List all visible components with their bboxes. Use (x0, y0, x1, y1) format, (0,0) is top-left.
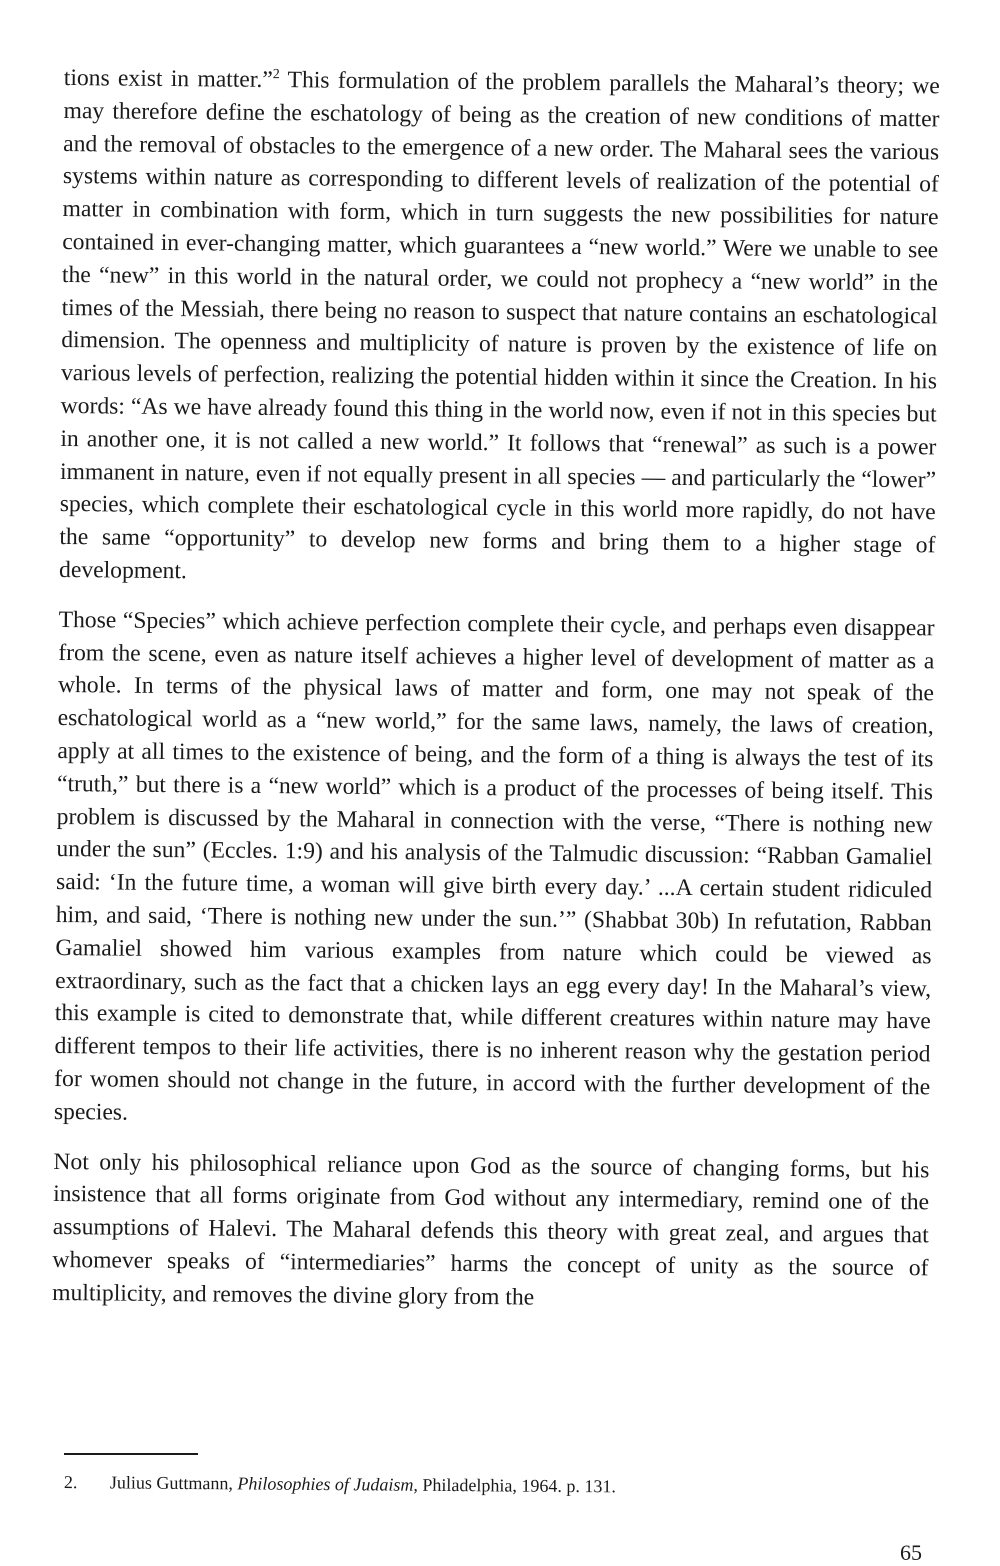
footnote-divider (64, 1453, 198, 1455)
paragraph-3: Not only his philosophical reliance upon God as the source of changing forms, but his insistence that all forms originate from God without any intermediary, remind one of the assumptions of Halevi. The Maharal defends this theory with great zeal, and argues that whomever speaks of “intermediaries” harms the concept of unity as the source of multiplicity, and removes the divine glory from the (52, 1148, 930, 1311)
footnote-number: 2. (63, 1471, 78, 1493)
paragraph-2: Those “Species” which achieve perfection complete their cycle, and perhaps even disappear from the scene, even as nature itself achieves a higher level of development of matter as a whole. In terms of the physical laws of matter and form, one may not speak of the eschatological world as a “new world,” for the same laws, namely, the laws of creation, apply at all times to the existence of being, and the form of a thing is always the test of its “truth,” but there is a “new world” which is a product of the processes of being itself. This problem is discussed by the Maharal in connection with the verse, “There is nothing new under the sun” (Eccles. 1:9) and his analysis of the Talmudic discussion: “Rabban Gamaliel said: ‘In the future time, a woman will give birth every day.’ ...A certain student ridiculed him, and said, ‘There is nothing new under the sun.’” (Shabbat 30b) In refutation, Rabban Gamaliel showed him various examples from nature which could be viewed as extraordinary, such as the fact that a chicken lays an egg every day! In the Maharal’s view, this example is cited to demonstrate that, while different creatures within nature may have different tempos to their life activities, there is no inherent reason why the gestation period for women should not change in the future, in accord with the further development of the species. (53, 606, 935, 1126)
footnote-author: Julius Guttmann, (109, 1472, 238, 1494)
footnote-reference: 2 (272, 67, 280, 83)
footnote-publication: Philadelphia, 1964. p. 131. (417, 1474, 616, 1497)
paragraph-1 (59, 62, 940, 595)
footnote (64, 1470, 944, 1501)
main-text (52, 62, 940, 1335)
page-number: 65 (900, 1540, 922, 1565)
paragraph-1-start: tions exist in matter.” (63, 64, 273, 94)
paragraph-1-rest: This formulation of the problem parallels the Maharal’s theory; we may therefore define the eschatology of being as the creation of new conditions of matter and the removal of obstacles to the emergence of a new order. The Maharal sees the various systems within nature as corresponding to different levels of realization of the potential of matter in combination with form, which in turn suggests the new possibilities for nature contained in ever-changing matter, which guarantees a “new world.” Were we unable to see the “new” in this world in the natural order, we could not prophecy a “new world” in the times of the Messiah, there being no reason to suspect that nature contains an eschatological dimension. The openness and multiplicity of nature is proven by the existence of life on various levels of perfection, realizing the potential hidden within it since the Creation. In his words: “As we have already found this thing in the world now, even if not in this species but in another one, it is not called a new world.” It follows that “renewal” as such is a power immanent in nature, even if not equally present in all species — and particularly the “lower” species, which complete their eschatological cycle in this world more rapidly, do not have the same “opportunity” to develop new forms and bring them to a higher stage of development. (58, 67, 940, 585)
footnote-title: Philosophies of Judaism, (237, 1473, 418, 1495)
